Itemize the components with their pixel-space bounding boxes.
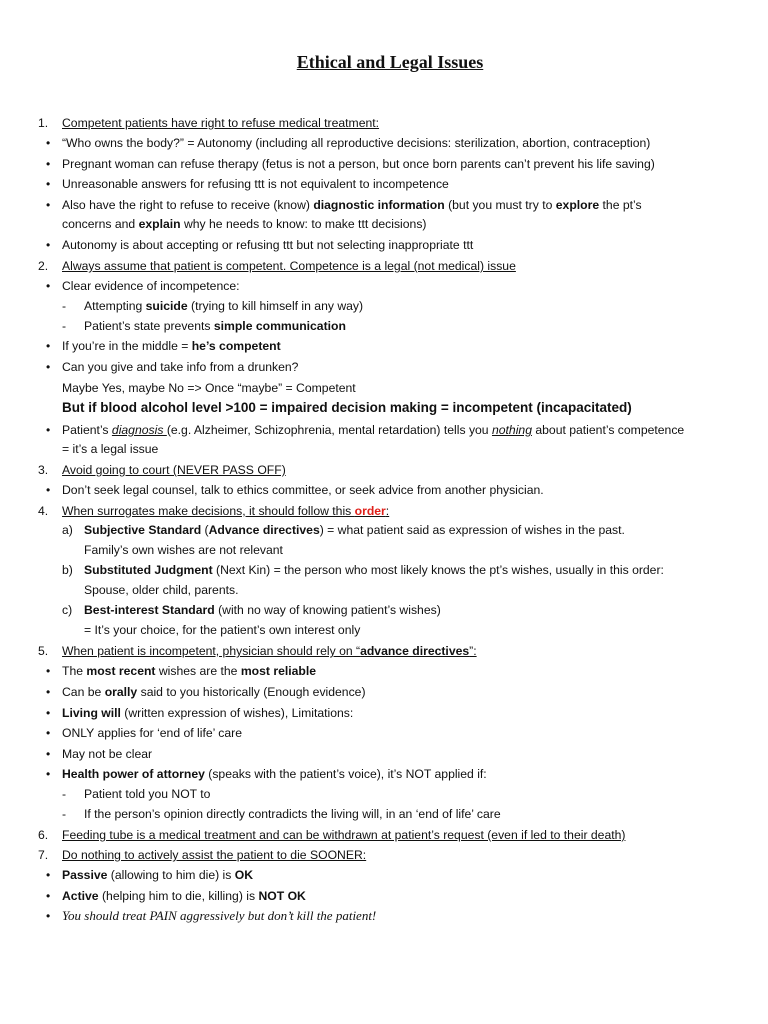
text-run: (allowing to him die) is	[107, 868, 235, 882]
text-run-bold: OK	[234, 868, 254, 882]
section-heading: Feeding tube is a medical treatment and can be withdrawn at patient’s request (even if led to their death)	[62, 828, 626, 842]
dash-glyph: -	[62, 787, 67, 801]
document-title: Ethical and Legal Issues	[296, 52, 484, 72]
bullet-glyph: •	[46, 889, 51, 903]
sub-list-item-continuation: Spouse, older child, parents.	[84, 583, 239, 597]
sub-list-item: If the person’s opinion directly contradicts the living will, in an ‘end of life’ care	[84, 807, 501, 821]
list-item	[62, 867, 762, 883]
text-run: (but you must try to	[444, 198, 556, 212]
dash-glyph: -	[62, 319, 67, 333]
text-run-bold: diagnostic information	[313, 198, 445, 212]
bullet-glyph: •	[46, 198, 51, 212]
list-item: Can you give and take info from a drunken?	[62, 360, 299, 374]
bullet-glyph: •	[46, 664, 51, 678]
section-number: 1.	[38, 116, 49, 130]
text-run-bold: Substituted Judgment	[84, 563, 213, 577]
section-number: 3.	[38, 463, 49, 477]
sub-list-item-continuation: = It’s your choice, for the patient’s own interest only	[84, 623, 361, 637]
list-item	[62, 888, 762, 904]
text-run-bold: Subjective Standard	[84, 523, 202, 537]
sub-list-item	[84, 522, 768, 538]
section-heading: Always assume that patient is competent. Competence is a legal (not medical) issue	[62, 259, 516, 273]
text-run: Patient’s	[62, 423, 112, 437]
bullet-glyph: •	[46, 868, 51, 882]
text-run-bold: most reliable	[240, 664, 317, 678]
sub-list-item	[84, 562, 768, 578]
text-run: ”:	[469, 644, 477, 658]
text-run: Can be	[62, 685, 105, 699]
bullet-glyph: •	[46, 726, 51, 740]
list-item	[62, 684, 762, 700]
text-run: (speaks with the patient’s voice), it’s NOT applied if:	[204, 767, 487, 781]
text-run-bold: most recent	[86, 664, 156, 678]
bullet-glyph: •	[46, 767, 51, 781]
bullet-glyph: •	[46, 483, 51, 497]
sub-label: a)	[62, 523, 73, 537]
text-run-highlight: order	[354, 504, 386, 518]
text-run: wishes are the	[155, 664, 241, 678]
text-run-bold: advance directives	[360, 644, 470, 658]
section-number: 7.	[38, 848, 49, 862]
text-run-bold: explore	[555, 198, 600, 212]
text-run: When surrogates make decisions, it should follow this	[62, 504, 355, 518]
list-item: May not be clear	[62, 747, 153, 761]
section-heading: Avoid going to court (NEVER PASS OFF)	[62, 463, 286, 477]
text-run: Patient’s state prevents	[84, 319, 214, 333]
dash-glyph: -	[62, 807, 67, 821]
text-run-bold: orally	[104, 685, 138, 699]
list-item: ONLY applies for ‘end of life’ care	[62, 726, 242, 740]
text-run: (	[201, 523, 209, 537]
text-run-italic: diagnosis	[111, 423, 167, 437]
text-run-bold: Best-interest Standard	[84, 603, 215, 617]
list-item-continuation	[62, 216, 762, 232]
section-number: 6.	[38, 828, 49, 842]
section-heading	[62, 503, 762, 519]
sub-list-item-continuation: Family’s own wishes are not relevant	[84, 543, 283, 557]
text-run: (Next Kin) = the person who most likely knows the pt’s wishes, usually in this order:	[212, 563, 664, 577]
text-run: the pt’s	[599, 198, 642, 212]
list-item	[62, 422, 762, 438]
text-run-bold: simple communication	[213, 319, 346, 333]
list-item: Pregnant woman can refuse therapy (fetus is not a person, but once born parents can’t prevent his life saving)	[62, 157, 655, 171]
bullet-glyph: •	[46, 360, 51, 374]
text-run: (written expression of wishes), Limitations:	[120, 706, 354, 720]
text-run: (with no way of knowing patient’s wishes)	[214, 603, 441, 617]
section-number: 4.	[38, 504, 49, 518]
list-item	[62, 705, 762, 721]
list-item	[62, 338, 762, 354]
text-run-bold: NOT OK	[258, 889, 306, 903]
list-item: “Who owns the body?” = Autonomy (including all reproductive decisions: sterilization, abortion, contraception)	[62, 136, 651, 150]
bullet-glyph: •	[46, 909, 51, 923]
list-item	[62, 766, 762, 782]
text-run: When patient is incompetent, physician should rely on “	[62, 644, 361, 658]
text-run: The	[62, 664, 87, 678]
list-item: Unreasonable answers for refusing ttt is not equivalent to incompetence	[62, 177, 449, 191]
bullet-glyph: •	[46, 423, 51, 437]
dash-glyph: -	[62, 299, 67, 313]
list-item: Clear evidence of incompetence:	[62, 279, 240, 293]
section-number: 2.	[38, 259, 49, 273]
text-run-bold: Health power of attorney	[62, 767, 205, 781]
text-run-bold: Living will	[62, 706, 121, 720]
text-run: ) = what patient said as expression of wishes in the past.	[319, 523, 625, 537]
sub-list-item: Patient told you NOT to	[84, 787, 211, 801]
text-run: why he needs to know: to make ttt decisions)	[180, 217, 427, 231]
sub-label: c)	[62, 603, 73, 617]
text-run: said to you historically (Enough evidence)	[137, 685, 366, 699]
text-run-italic: nothing	[491, 423, 532, 437]
text-run-bold: Active	[62, 889, 99, 903]
text-run: (trying to kill himself in any way)	[187, 299, 364, 313]
section-heading	[62, 643, 762, 659]
text-run-bold: suicide	[145, 299, 188, 313]
bullet-glyph: •	[46, 279, 51, 293]
text-run: about patient’s competence	[531, 423, 685, 437]
text-run: concerns and	[62, 217, 139, 231]
bullet-glyph: •	[46, 685, 51, 699]
bullet-glyph: •	[46, 136, 51, 150]
sub-list-item	[84, 298, 768, 314]
list-item: You should treat PAIN aggressively but don’t kill the patient!	[62, 908, 377, 923]
text-run-bold: Advance directives	[208, 523, 320, 537]
text-run-bold: he’s competent	[191, 339, 281, 353]
list-item: Don’t seek legal counsel, talk to ethics committee, or seek advice from another physician.	[62, 483, 544, 497]
text-run: :	[385, 504, 390, 518]
text-run: Also have the right to refuse to receive (know)	[62, 198, 314, 212]
section-heading: Do nothing to actively assist the patient to die SOONER:	[62, 848, 367, 862]
section-heading: Competent patients have right to refuse medical treatment:	[62, 116, 380, 130]
list-item: Autonomy is about accepting or refusing ttt but not selecting inappropriate ttt	[62, 238, 474, 252]
text-run: (helping him to die, killing) is	[98, 889, 259, 903]
list-item	[62, 663, 762, 679]
bullet-glyph: •	[46, 339, 51, 353]
sub-list-item	[84, 318, 768, 334]
sub-label: b)	[62, 563, 73, 577]
section-number: 5.	[38, 644, 49, 658]
text-run-bold: explain	[138, 217, 181, 231]
bullet-glyph: •	[46, 747, 51, 761]
bullet-glyph: •	[46, 238, 51, 252]
bullet-glyph: •	[46, 706, 51, 720]
list-item	[62, 197, 762, 213]
list-item-continuation: Maybe Yes, maybe No => Once “maybe” = Competent	[62, 381, 356, 395]
bullet-glyph: •	[46, 157, 51, 171]
text-run: If you’re in the middle =	[62, 339, 192, 353]
emphasis-line: But if blood alcohol level >100 = impaired decision making = incompetent (incapacitated)	[62, 400, 632, 415]
text-run-bold: Passive	[62, 868, 108, 882]
text-run: Attempting	[84, 299, 146, 313]
list-item-continuation: = it’s a legal issue	[62, 442, 159, 456]
bullet-glyph: •	[46, 177, 51, 191]
sub-list-item	[84, 602, 768, 618]
text-run: (e.g. Alzheimer, Schizophrenia, mental retardation) tells you	[166, 423, 492, 437]
